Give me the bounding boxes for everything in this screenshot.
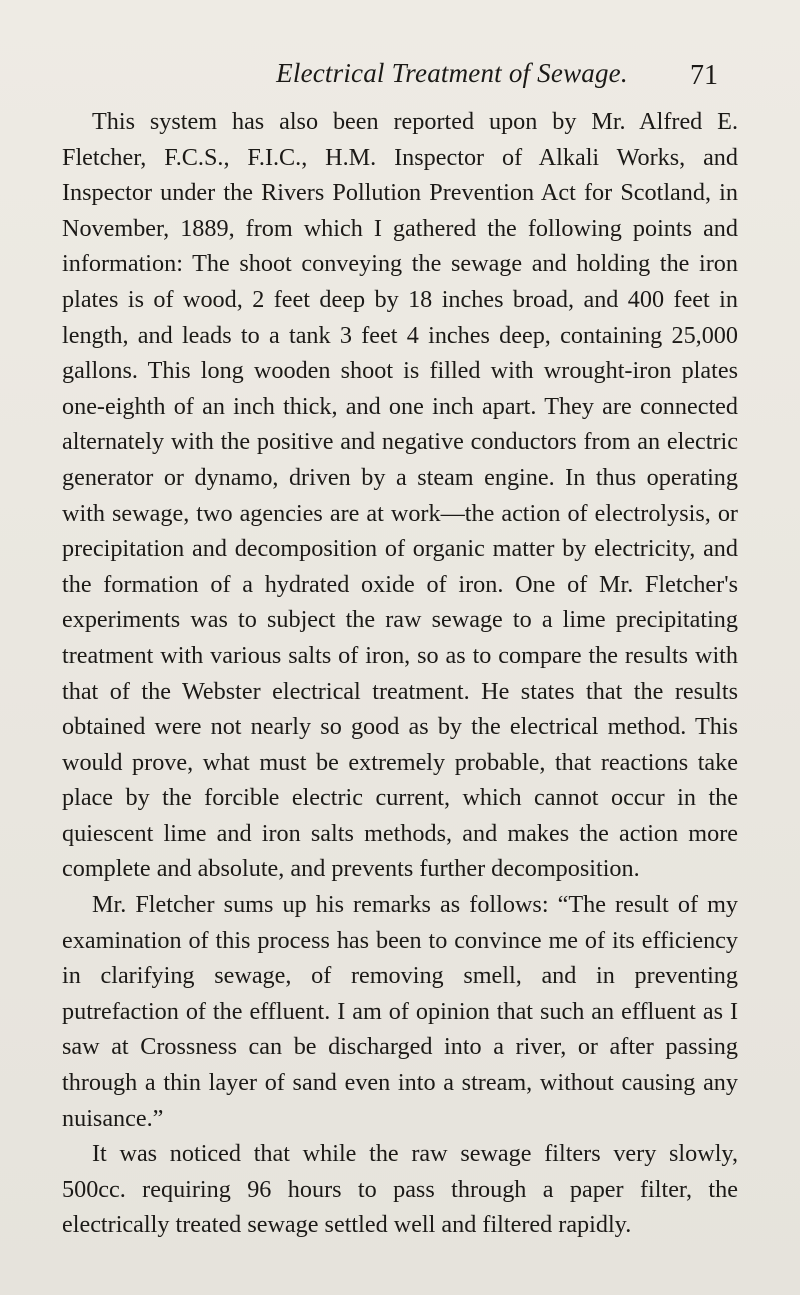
- running-title: Electrical Treatment of Sewage.: [276, 58, 628, 88]
- paragraph: Mr. Fletcher sums up his remarks as follows: “The result of my examination of this process has been to convince me of its efficiency in clarifying sewage, of removing smell, and in preventing putrefaction of the effluent. I am of opinion that such an effluent as I saw at Crossness can be discharged into a river, or after passing through a thin layer of sand even into a stream, without causing any nuisance.”: [62, 891, 738, 1132]
- page-number: 71: [690, 60, 718, 91]
- page-header: [0, 58, 800, 98]
- paragraph: It was noticed that while the raw sewage filters very slowly, 500cc. requiring 96 hours to pass through a paper filter, the electrically treated sewage settled well and filtered rapidly.: [62, 1140, 738, 1239]
- paragraph: This system has also been reported upon by Mr. Alfred E. Fletcher, F.C.S., F.I.C., H.M. Inspector of Alkali Works, and Inspector under the Rivers Pollution Prevention Act for Scotland, in November, 1889, from which I gathered the following points and information: The shoot conveying the sewage and holding the iron plates is of wood, 2 feet deep by 18 inches broad, and 400 feet in length, and leads to a tank 3 feet 4 inches deep, containing 25,000 gallons. This long wooden shoot is filled with wrought-iron plates one-eighth of an inch thick, and one inch apart. They are connected alternately with the positive and negative conductors from an electric generator or dynamo, driven by a steam engine. In thus operating with sewage, two agencies are at work—the action of electrolysis, or precipitation and decomposition of organic matter by electricity, and the formation of a hydrated oxide of iron. One of Mr. Fletcher's experiments was to subject the raw sewage to a lime precipitating treatment with various salts of iron, so as to compare the results with that of the Webster electrical treatment. He states that the results obtained were not nearly so good as by the electrical method. This would prove, what must be extremely probable, that reactions take place by the forcible electric current, which cannot occur in the quiescent lime and iron salts methods, and makes the action more complete and absolute, and prevents further decomposition.: [62, 108, 738, 883]
- body-text: [62, 104, 738, 1243]
